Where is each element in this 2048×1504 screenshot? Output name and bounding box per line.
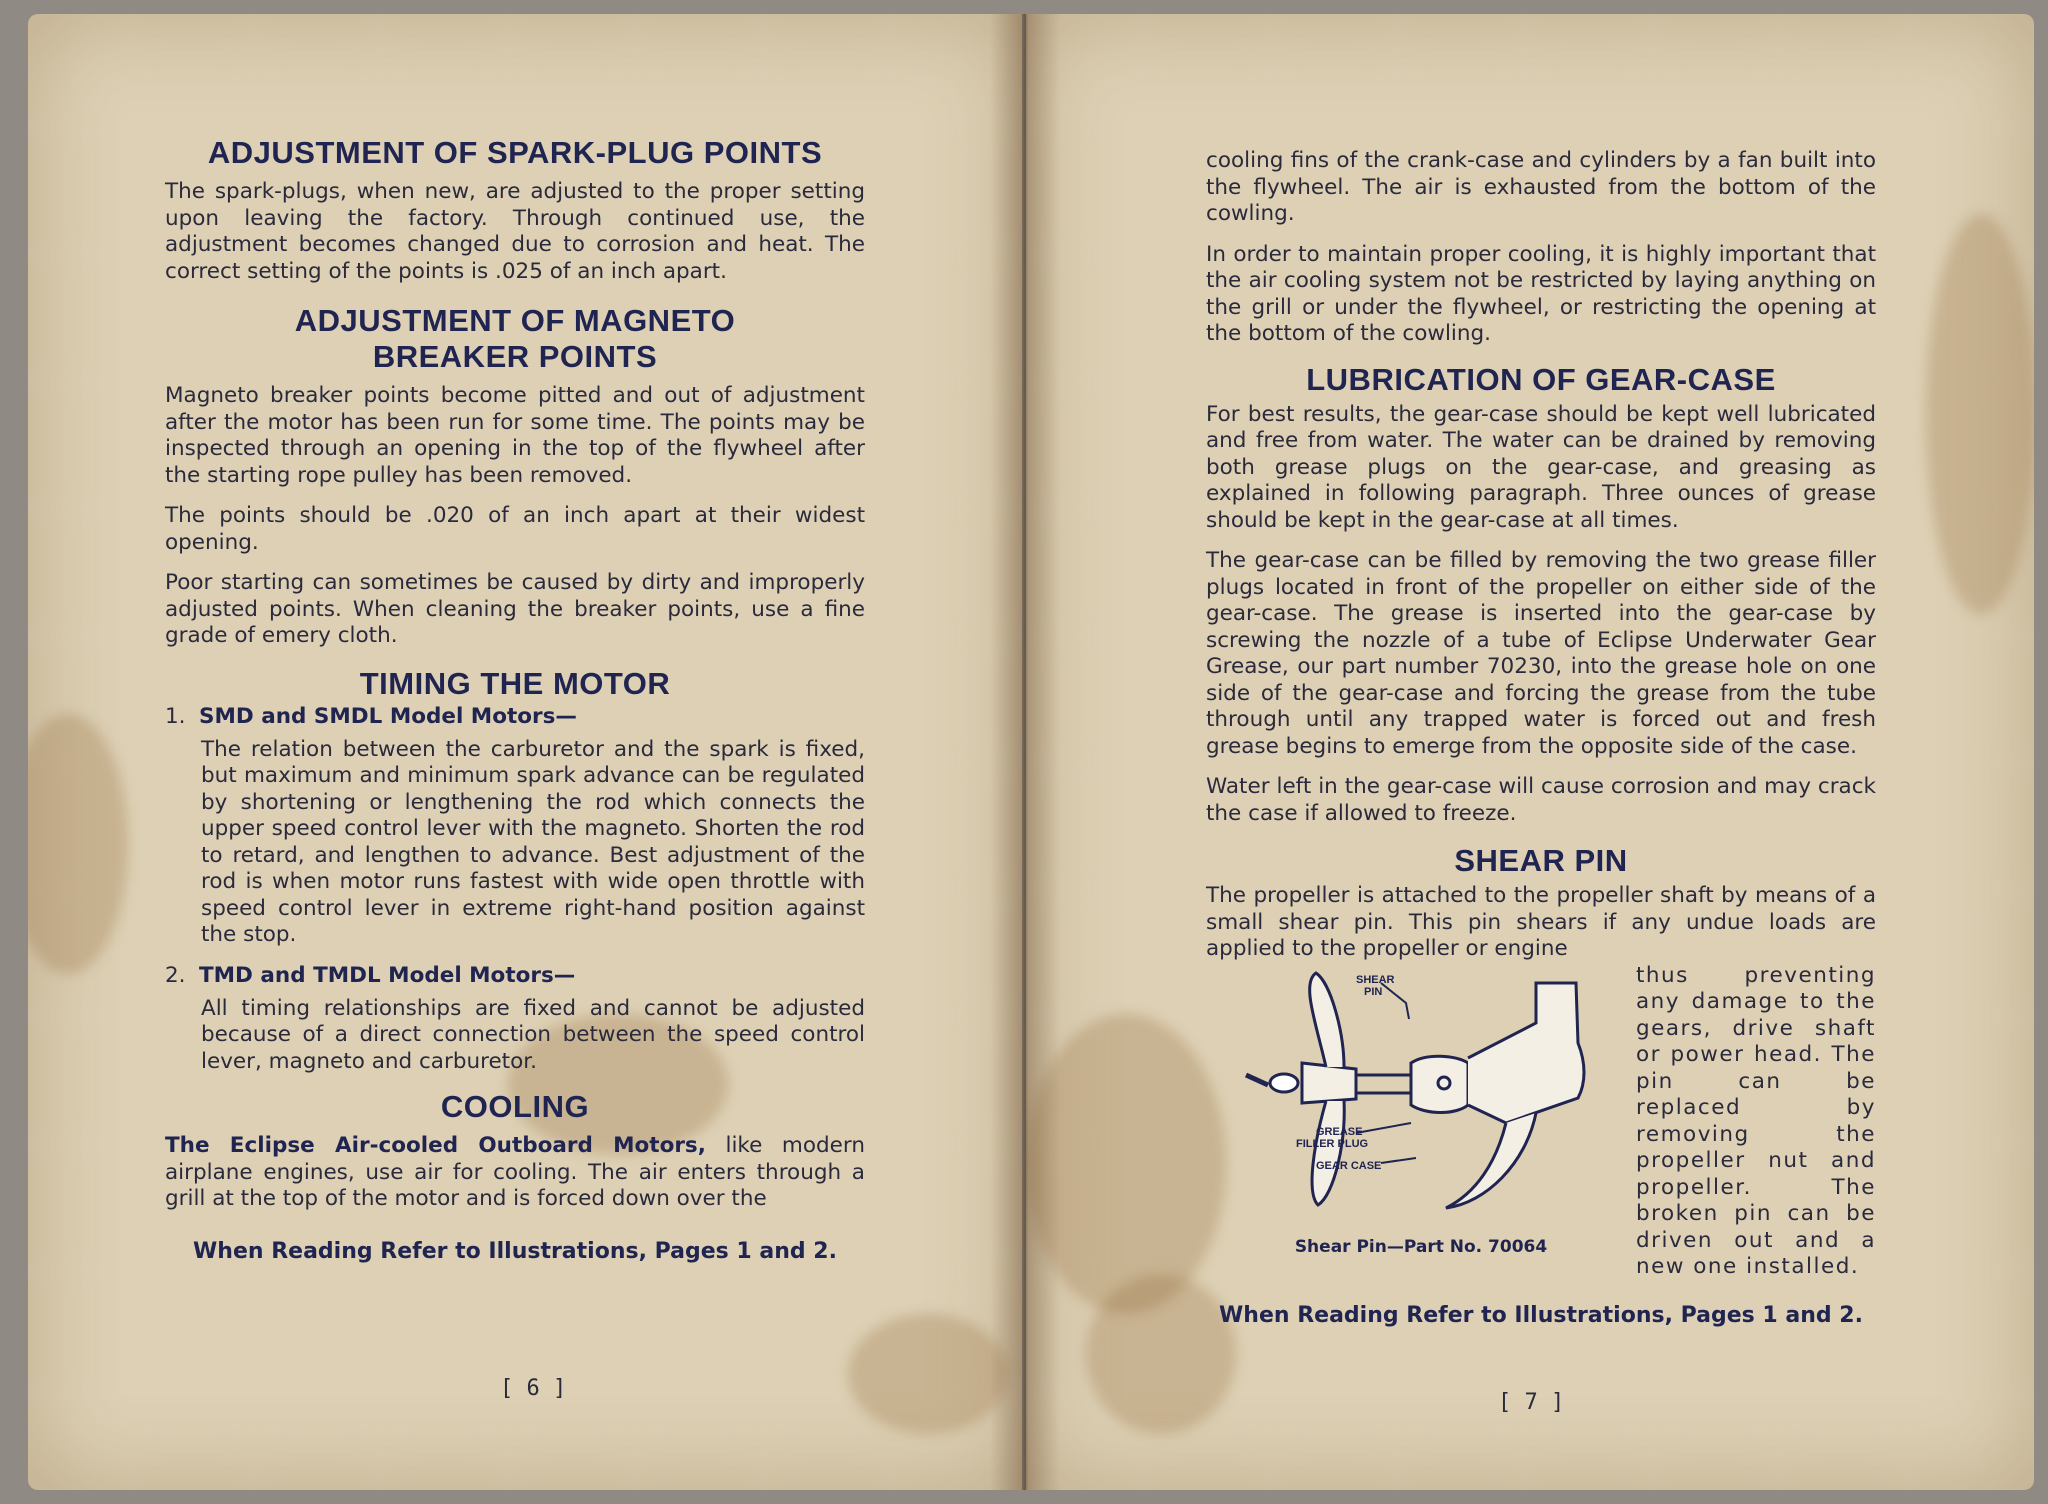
timing-item-1-number: 1. xyxy=(165,703,186,729)
timing-item-2-number: 2. xyxy=(165,962,186,988)
propeller-gearcase-illustration xyxy=(1206,963,1636,1233)
cooling-body: like modern airplane engines, use air for cooling. The air enters through a grill at the top of the motor and is forced down over the xyxy=(165,1133,865,1211)
cooling-text-2: In order to maintain proper cooling, it is highly important that the air cooling system not be restricted by laying anything on the grill or under the flywheel, or restricting the opening at the bottom of the cowling. xyxy=(1206,241,1876,346)
magneto-text-1: Magneto breaker points become pitted and out of adjustment after the motor has been run for some time. The points may be inspected through an opening in the top of the flywheel after the starting rope pulley has been removed. xyxy=(165,383,865,488)
spark-plug-heading: ADJUSTMENT OF SPARK-PLUG POINTS xyxy=(207,135,823,170)
label-filler-plug: FILLER PLUG xyxy=(1296,1137,1369,1150)
timing-item-2-text: All timing relationships are fixed and cannot be adjusted because of a direct connection between the speed control lever, magneto and carburetor. xyxy=(201,995,865,1074)
magneto-heading-2 xyxy=(165,339,865,375)
shear-pin-figure xyxy=(1206,963,1636,1263)
timing-item-1-title: SMD and SMDL Model Motors— xyxy=(199,703,577,729)
lubrication-text-2: The gear-case can be filled by removing the two grease filler plugs located in front of the propeller on either side of the gear-case. The grease is inserted into the gear-case by screwing the nozzle of a tube of Eclipse Underwater Gear Grease, our part number 70230, into the grease hole on one side of the gear-case and forcing the grease from the tube through until any trapped water is forced out and fresh grease begins to emerge from the opposite side of the case. xyxy=(1206,548,1876,759)
cooling-lead: The Eclipse Air-cooled Outboard Motors, xyxy=(165,1133,706,1158)
shear-pin-text: The propeller is attached to the propeller shaft by means of a small shear pin. This pin shears if any undue loads are applied to the propeller or engine xyxy=(1206,883,1876,961)
left-footer-note: When Reading Refer to Illustrations, Pages 1 and 2. xyxy=(193,1238,837,1264)
cooling-heading: COOLING xyxy=(440,1089,590,1124)
left-column xyxy=(165,135,865,1264)
timing-item-1-header xyxy=(165,704,865,729)
magneto-heading-line1: ADJUSTMENT OF MAGNETO xyxy=(294,303,736,338)
lubrication-text-1: For best results, the gear-case should be kept well lubricated and free from water. The water can be drained by removing both grease plugs on the gear-case, and greasing as explained in following paragraph. Three ounces of grease should be kept in the gear-case at all times. xyxy=(1206,401,1876,533)
magneto-heading-line2: BREAKER POINTS xyxy=(372,339,658,374)
label-gear-case: GEAR CASE xyxy=(1316,1159,1382,1172)
shear-pin-figure-row xyxy=(1206,963,1876,1281)
timing-item-2-title: TMD and TMDL Model Motors— xyxy=(199,962,576,988)
timing-item-2-header xyxy=(165,963,865,988)
spark-plug-text: The spark-plugs, when new, are adjusted to the proper setting upon leaving the factory. Through continued use, the adjustment becomes changed due to corrosion and heat. The correct setting of the points is .025 of an inch apart. xyxy=(165,179,865,284)
magneto-heading xyxy=(165,303,865,339)
lubrication-text-3: Water left in the gear-case will cause corrosion and may crack the case if allowed to freeze. xyxy=(1206,774,1876,826)
shear-pin-side-text: thus preventing any damage to the gears, drive shaft or power head. The pin can be replaced by removing the propeller nut and propeller. The broken pin can be driven out and a new one installed. xyxy=(1636,962,1876,1279)
figure-caption: Shear Pin—Part No. 70064 xyxy=(1294,1236,1548,1257)
timing-item-1-text: The relation between the carburetor and the spark is fixed, but maximum and minimum spark advance can be regulated by shortening or lengthening the rod which connects the upper speed control lever with the magneto. Shorten the rod to retard, and lengthen to advance. Best adjustment of the rod is when motor runs fastest with wide open throttle with speed control lever in extreme right-hand position against the stop. xyxy=(201,736,865,947)
page-number-left: [ 6 ] xyxy=(500,1376,567,1401)
timing-heading: TIMING THE MOTOR xyxy=(359,665,671,701)
label-pin: PIN xyxy=(1364,985,1383,998)
page-number-right: [ 7 ] xyxy=(1498,1390,1565,1415)
cooling-continued-text: cooling fins of the crank-case and cylinders by a fan built into the flywheel. The air is exhausted from the bottom of the cowling. xyxy=(1206,148,1876,226)
right-footer-note: When Reading Refer to Illustrations, Pages 1 and 2. xyxy=(1219,1302,1863,1328)
book-gutter xyxy=(990,14,1060,1490)
right-column xyxy=(1206,148,1876,1328)
label-grease: GREASE xyxy=(1316,1125,1363,1138)
shear-pin-heading: SHEAR PIN xyxy=(1454,843,1628,878)
magneto-text-3: Poor starting can sometimes be caused by dirty and improperly adjusted points. When cleaning the breaker points, use a fine grade of emery cloth. xyxy=(165,570,865,648)
lubrication-heading: LUBRICATION OF GEAR-CASE xyxy=(1306,361,1776,397)
magneto-text-2: The points should be .020 of an inch apart at their widest opening. xyxy=(165,503,865,555)
label-shear: SHEAR xyxy=(1356,973,1395,986)
cooling-text xyxy=(165,1133,865,1213)
